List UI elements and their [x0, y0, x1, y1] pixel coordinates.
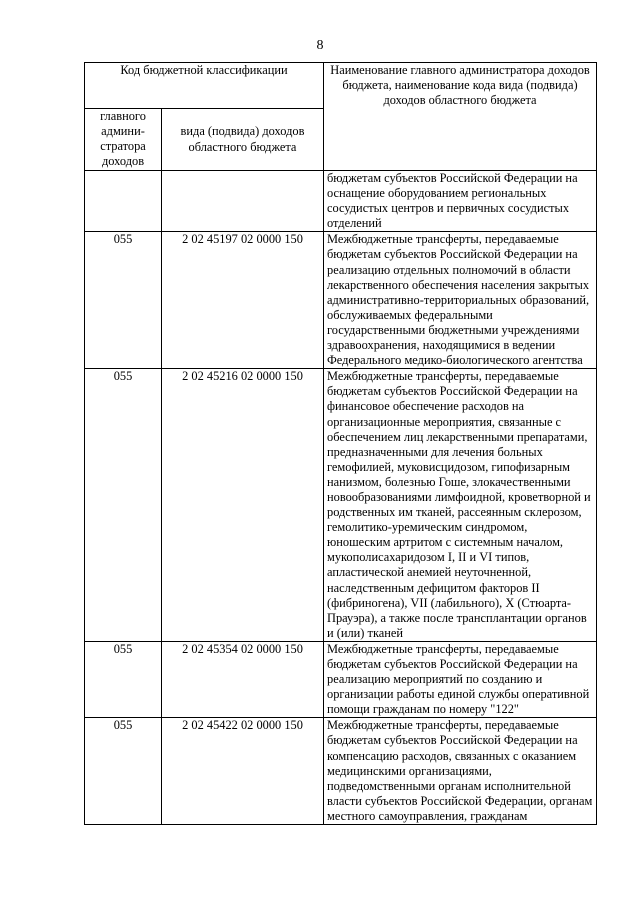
- cell-income-code: 2 02 45354 02 0000 150: [162, 641, 324, 717]
- table-row: [85, 369, 597, 642]
- cell-income-code: 2 02 45422 02 0000 150: [162, 718, 324, 825]
- cell-description: Межбюджетные трансферты, передаваемые бюджетам субъектов Российской Федерации на компенсацию расходов, связанных с оказанием медицинскими организациями, подведомственными органам исполнительной власти субъектов Российской Федерации, органам местного самоуправления, гражданам: [324, 718, 597, 825]
- header-main-admin: главного админи-стратора доходов: [85, 109, 162, 171]
- table-row: [85, 232, 597, 369]
- cell-income-code: [162, 171, 324, 232]
- cell-admin-code: [85, 171, 162, 232]
- cell-description: Межбюджетные трансферты, передаваемые бюджетам субъектов Российской Федерации на финансовое обеспечение расходов на организационные мероприятия, связанные с обеспечением лиц лекарственными препаратами, предназначенными для лечения больных гемофилией, муковисцидозом, гипофизарным нанизмом, болезнью Гоше, злокачественными новообразованиями лимфоидной, кроветворной и родственных им тканей, рассеянным склерозом, гемолитико-уремическим синдромом, юношеским артритом с системным началом, мукополисахаридозом I, II и VI типов, апластической анемией неуточненной, наследственным дефицитом факторов II (фибриногена), VII (лабильного), X (Стюарта-Прауэра), а также после трансплантации органов и (или) тканей: [324, 369, 597, 642]
- cell-description: Межбюджетные трансферты, передаваемые бюджетам субъектов Российской Федерации на реализацию отдельных полномочий в области лекарственного обеспечения населения закрытых административно-территориальных образований, обслуживаемых федеральными государственными бюджетными учреждениями здравоохранения, находящимися в ведении Федерального медико-биологического агентства: [324, 232, 597, 369]
- budget-classification-table: [84, 62, 597, 825]
- cell-admin-code: 055: [85, 369, 162, 642]
- cell-income-code: 2 02 45197 02 0000 150: [162, 232, 324, 369]
- cell-admin-code: 055: [85, 232, 162, 369]
- cell-description: Межбюджетные трансферты, передаваемые бюджетам субъектов Российской Федерации на реализацию мероприятий по созданию и организации работы единой службы оперативной помощи гражданам по номеру "122": [324, 641, 597, 717]
- header-classification-code: Код бюджетной классификации: [85, 63, 324, 109]
- table-row: [85, 641, 597, 717]
- cell-income-code: 2 02 45216 02 0000 150: [162, 369, 324, 642]
- page-number: 8: [316, 38, 324, 53]
- header-admin-name: Наименование главного администратора доходов бюджета, наименование кода вида (подвида) доходов областного бюджета: [324, 63, 597, 171]
- cell-admin-code: 055: [85, 718, 162, 825]
- table-row: [85, 171, 597, 232]
- cell-description: бюджетам субъектов Российской Федерации на оснащение оборудованием региональных сосудистых центров и первичных сосудистых отделений: [324, 171, 597, 232]
- table-header-row: [85, 63, 597, 109]
- cell-admin-code: 055: [85, 641, 162, 717]
- table-row: [85, 718, 597, 825]
- header-income-type: вида (подвида) доходов областного бюджета: [162, 109, 324, 171]
